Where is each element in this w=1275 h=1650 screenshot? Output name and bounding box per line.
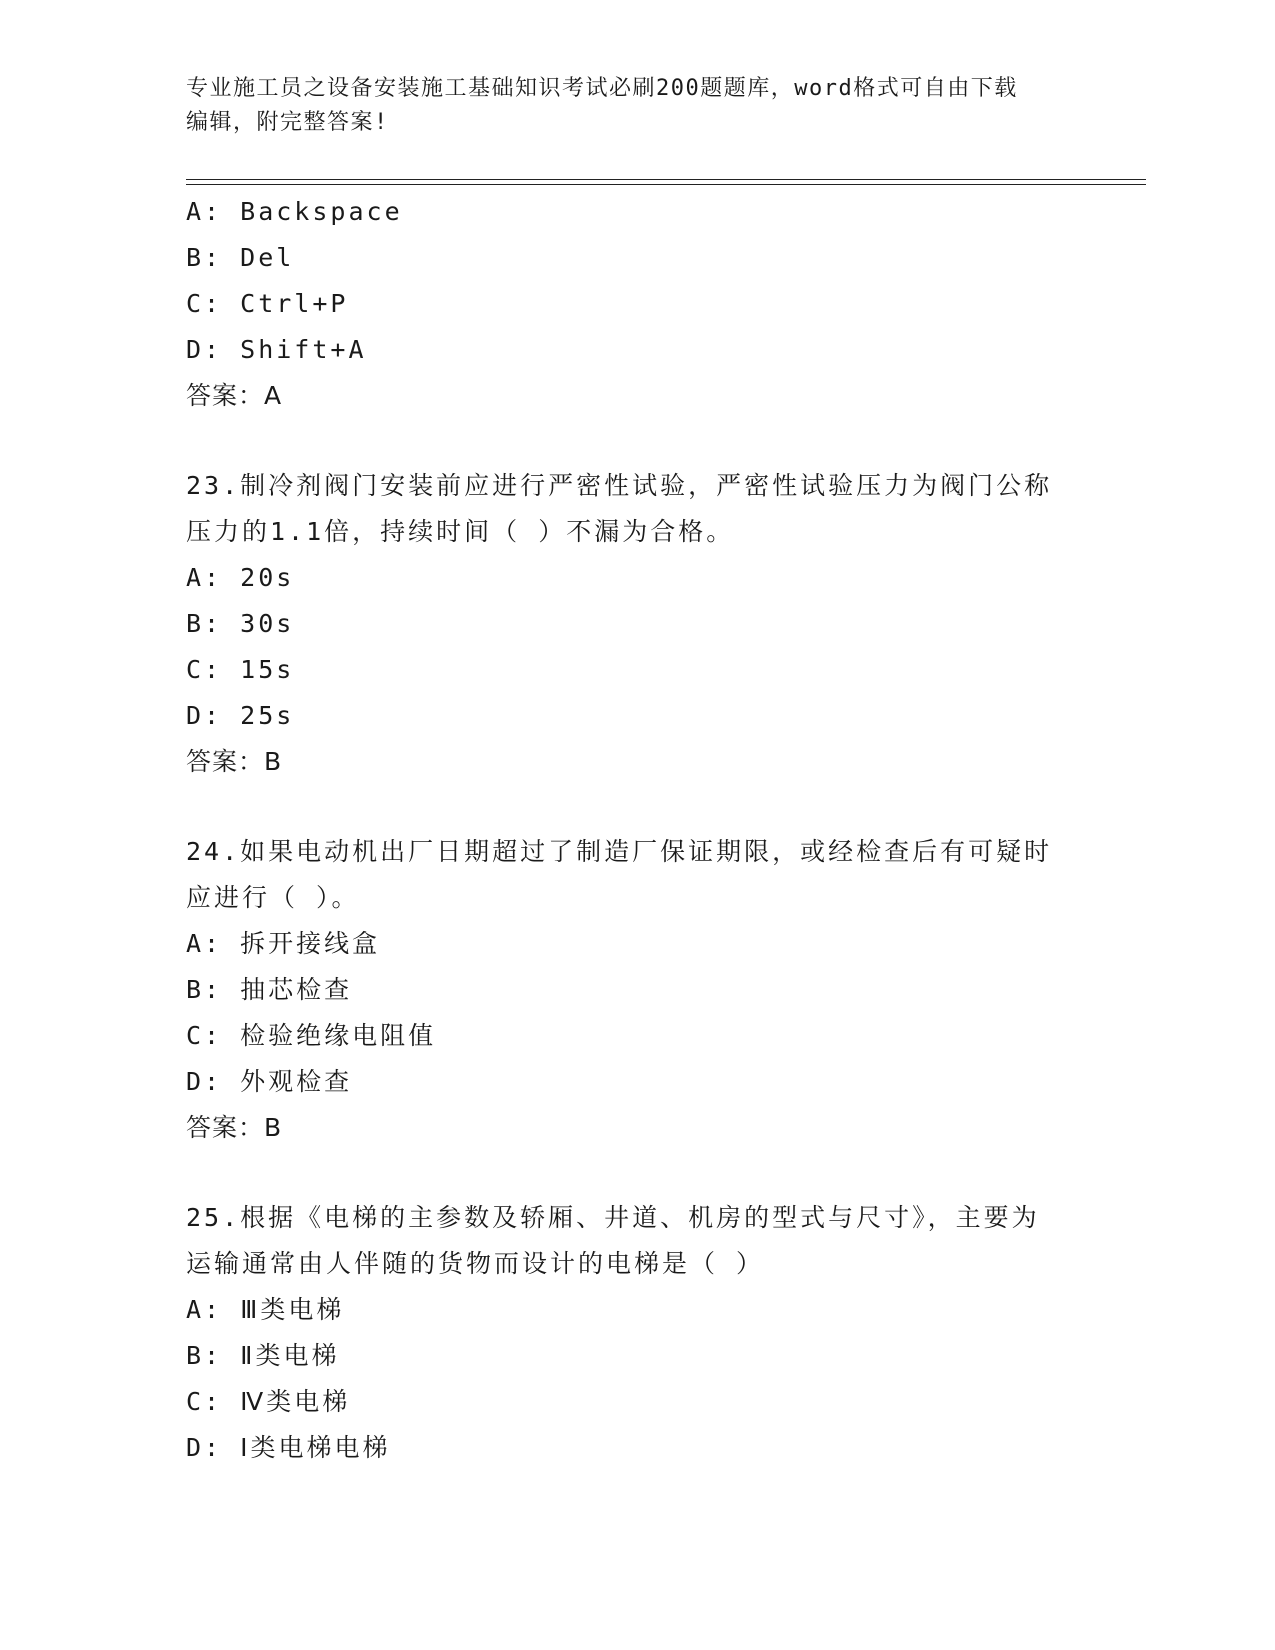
q23-option-c: C: 15s	[186, 655, 295, 684]
q24-option-d: D: 外观检查	[186, 1067, 353, 1096]
header-divider-top	[186, 179, 1146, 180]
q25-stem-line-2: 运输通常由人伴随的货物而设计的电梯是（ ）	[186, 1249, 765, 1278]
q23-option-b: B: 30s	[186, 609, 295, 638]
q24-option-b: B: 抽芯检查	[186, 975, 353, 1004]
q24-stem-line-1: 24.如果电动机出厂日期超过了制造厂保证期限，或经检查后有可疑时	[186, 837, 1053, 866]
q22-option-d: D: Shift+A	[186, 335, 367, 364]
q24-option-a: A: 拆开接线盒	[186, 929, 381, 958]
q24-option-c: C: 检验绝缘电阻值	[186, 1021, 437, 1050]
q22-answer: 答案：A	[186, 381, 283, 410]
q25-option-c: C: Ⅳ类电梯	[186, 1387, 351, 1416]
question-spacer	[186, 1151, 1106, 1195]
question-23	[186, 463, 1106, 785]
q25-option-a: A: Ⅲ类电梯	[186, 1295, 345, 1324]
q22-option-c: C: Ctrl+P	[186, 289, 349, 318]
question-22	[186, 189, 1106, 419]
header-title-line-2: 编辑，附完整答案!	[186, 110, 389, 135]
header-divider-bottom	[186, 184, 1146, 185]
q23-option-a: A: 20s	[186, 563, 295, 592]
question-list	[186, 189, 1106, 1471]
q25-option-b: B: Ⅱ类电梯	[186, 1341, 340, 1370]
q24-stem-line-2: 应进行（ ）。	[186, 883, 360, 912]
q22-option-a: A: Backspace	[186, 197, 403, 226]
q25-stem-line-1: 25.根据《电梯的主参数及轿厢、井道、机房的型式与尺寸》，主要为	[186, 1203, 1040, 1232]
q22-option-b: B: Del	[186, 243, 295, 272]
question-24	[186, 829, 1106, 1151]
q25-option-d: D: Ⅰ类电梯电梯	[186, 1433, 391, 1462]
q24-answer: 答案：B	[186, 1113, 283, 1142]
q23-stem-line-1: 23.制冷剂阀门安装前应进行严密性试验，严密性试验压力为阀门公称	[186, 471, 1053, 500]
question-spacer	[186, 785, 1106, 829]
q23-stem-line-2: 压力的1.1倍，持续时间（ ）不漏为合格。	[186, 517, 735, 546]
question-spacer	[186, 419, 1106, 463]
document-header	[186, 72, 1066, 140]
q23-answer: 答案：B	[186, 747, 283, 776]
q23-option-d: D: 25s	[186, 701, 295, 730]
question-25	[186, 1195, 1106, 1471]
header-title-line-1: 专业施工员之设备安装施工基础知识考试必刷200题题库，word格式可自由下载	[186, 76, 1018, 101]
